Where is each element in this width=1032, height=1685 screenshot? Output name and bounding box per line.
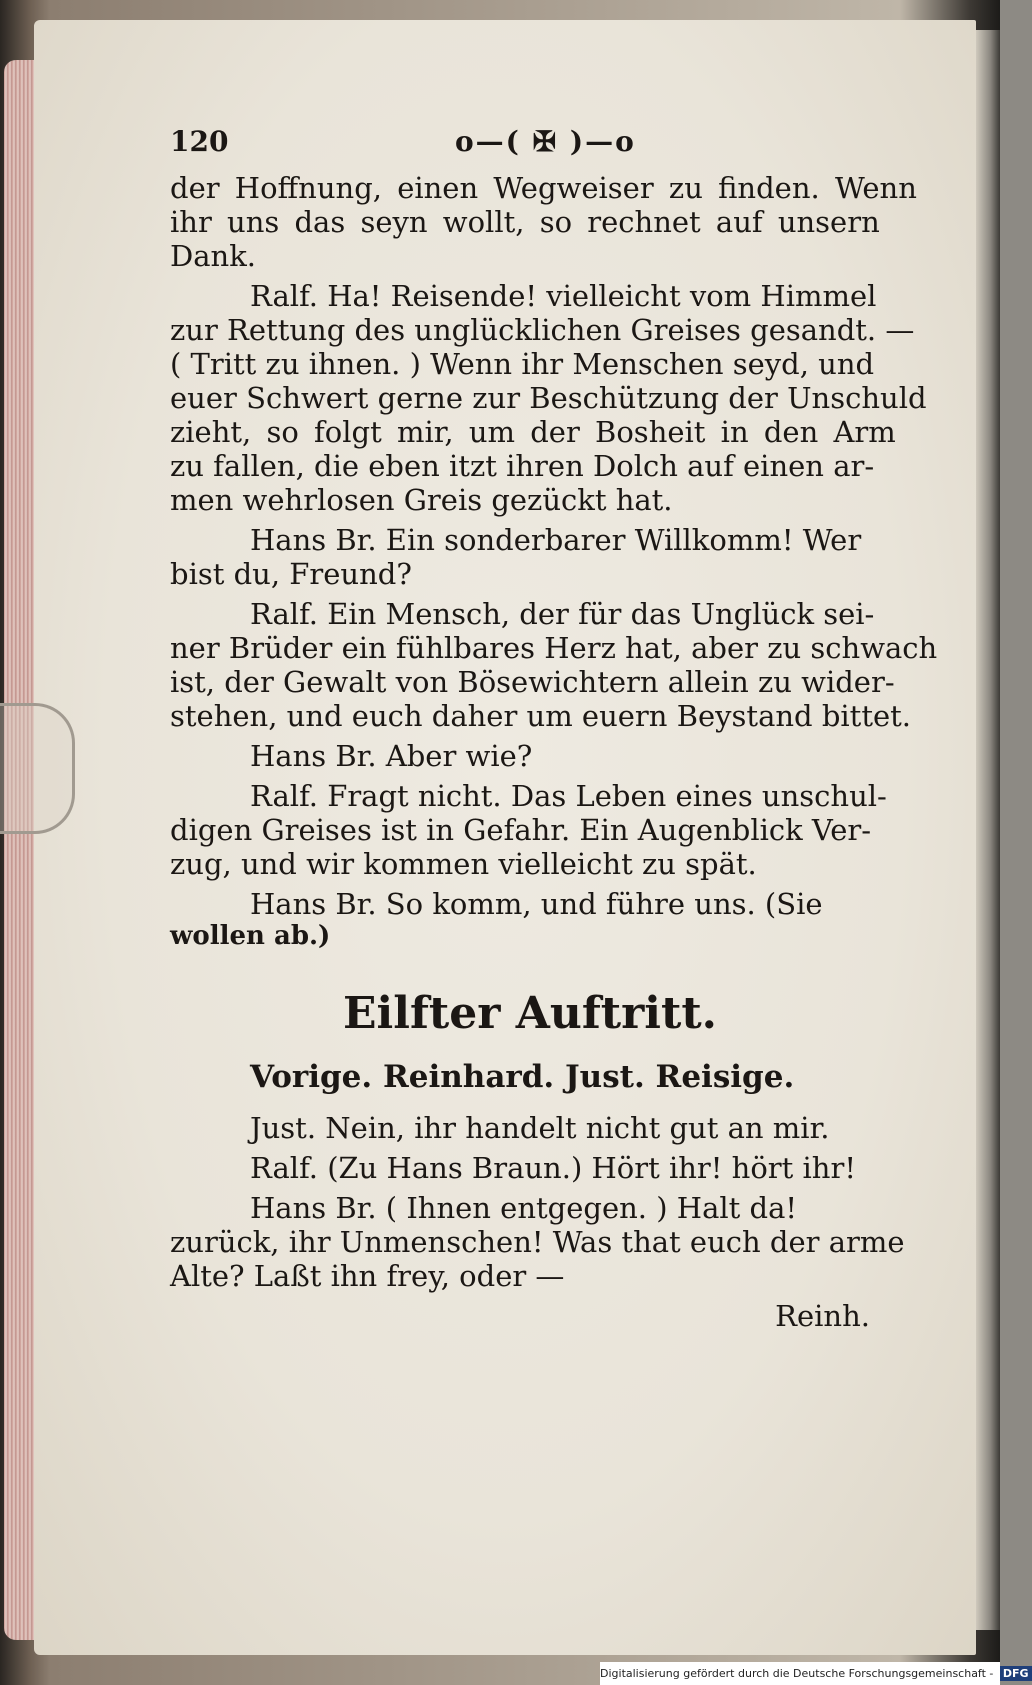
text-line: bist du, Freund? bbox=[170, 557, 412, 591]
stage-direction: wollen ab.) bbox=[170, 921, 331, 951]
text-line: ihr uns das seyn wollt, so rechnet auf unsern bbox=[170, 205, 880, 239]
text-line: zurück, ihr Unmenschen! Was that euch der arme bbox=[170, 1225, 905, 1259]
text-line: zug, und wir kommen vielleicht zu spät. bbox=[170, 847, 757, 881]
cast-list: Vorige. Reinhard. Just. Reisige. bbox=[250, 1059, 795, 1095]
catchword: Reinh. bbox=[775, 1299, 870, 1333]
text-line: ner Brüder ein fühlbares Herz hat, aber zu schwach bbox=[170, 631, 938, 665]
text-line: zieht, so folgt mir, um der Bosheit in den Arm bbox=[170, 415, 896, 449]
text-line: der Hoffnung, einen Wegweiser zu finden. Wenn bbox=[170, 171, 917, 205]
text-line: Hans Br. So komm, und führe uns. (Sie bbox=[250, 887, 823, 921]
text-line: Dank. bbox=[170, 239, 257, 273]
text-line: men wehrlosen Greis gezückt hat. bbox=[170, 483, 673, 517]
scene-title: Eilfter Auftritt. bbox=[343, 988, 717, 1039]
dfg-logo: DFG bbox=[1000, 1666, 1032, 1681]
text-line: Ralf. Ein Mensch, der für das Unglück sei- bbox=[250, 597, 875, 631]
page-stack-edge bbox=[4, 60, 34, 1640]
text-line: Alte? Laßt ihn frey, oder — bbox=[170, 1259, 565, 1293]
page-text bbox=[170, 125, 938, 1333]
text-line: Ralf. Fragt nicht. Das Leben eines unschul- bbox=[250, 779, 887, 813]
text-line: zu fallen, die eben itzt ihren Dolch auf einen ar- bbox=[170, 449, 875, 483]
text-line: ist, der Gewalt von Bösewichtern allein zu wider- bbox=[170, 665, 895, 699]
book-spine-edge bbox=[976, 30, 1000, 1630]
text-line: Hans Br. Ein sonderbarer Willkomm! Wer bbox=[250, 523, 862, 557]
credit-text: Digitalisierung gefördert durch die Deutsche Forschungsgemeinschaft - bbox=[600, 1667, 994, 1680]
clip-tab bbox=[0, 703, 75, 834]
text-line: stehen, und euch daher um euern Beystand bittet. bbox=[170, 699, 912, 733]
text-line: ( Tritt zu ihnen. ) Wenn ihr Menschen seyd, und bbox=[170, 347, 875, 381]
header-ornament: o—( ✠ )—o bbox=[455, 125, 636, 158]
text-line: Hans Br. Aber wie? bbox=[250, 739, 533, 773]
text-line: euer Schwert gerne zur Beschützung der Unschuld bbox=[170, 381, 927, 415]
text-line: zur Rettung des unglücklichen Greises gesandt. — bbox=[170, 313, 915, 347]
text-line: Just. Nein, ihr handelt nicht gut an mir. bbox=[250, 1111, 830, 1145]
text-line: Hans Br. ( Ihnen entgegen. ) Halt da! bbox=[250, 1191, 798, 1225]
page-header bbox=[170, 125, 890, 171]
digitization-credit bbox=[600, 1662, 1029, 1685]
text-line: Ralf. Ha! Reisende! vielleicht vom Himmel bbox=[250, 279, 877, 313]
page-number: 120 bbox=[170, 125, 229, 158]
text-line: Ralf. (Zu Hans Braun.) Hört ihr! hört ihr! bbox=[250, 1151, 856, 1185]
text-line: digen Greises ist in Gefahr. Ein Augenblick Ver- bbox=[170, 813, 872, 847]
